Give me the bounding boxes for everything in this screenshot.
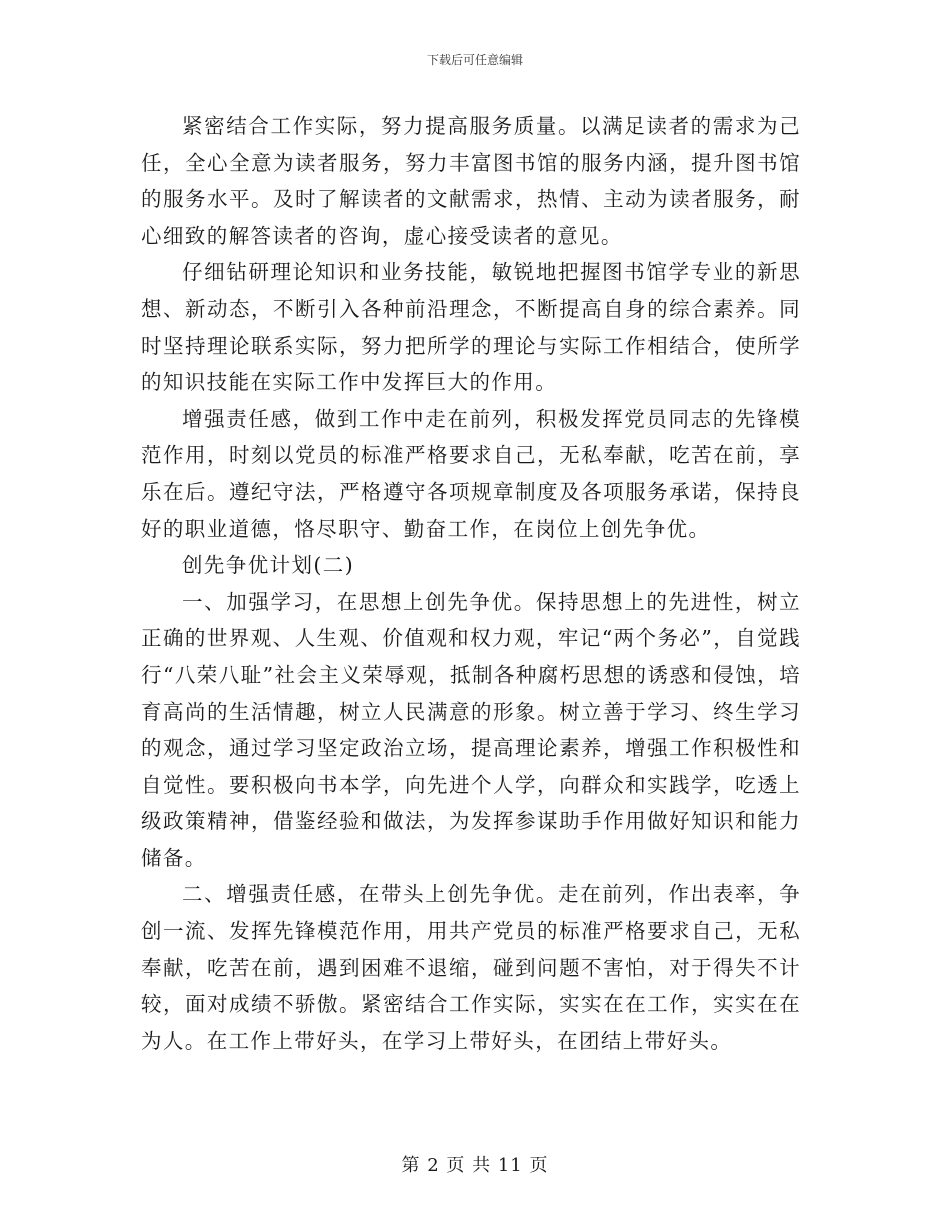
page-number-text: 第 2 页 共 11 页 (401, 1155, 549, 1176)
paragraph-service-quality: 紧密结合工作实际，努力提高服务质量。以满足读者的需求为己任，全心全意为读者服务，努力丰富图书馆的服务内涵，提升图书馆的服务水平。及时了解读者的文献需求，热情、主动为读者服务，耐心细致的解答读者的咨询，虚心接受读者的意见。 (141, 114, 801, 248)
paragraph-lead-by-example: 二、增强责任感，在带头上创先争优。走在前列，作出表率，争创一流、发挥先锋模范作用，用共产党员的标准严格要求自己，无私奉献，吃苦在前，遇到困难不退缩，碰到问题不害怕，对于得失不计较，面对成绩不骄傲。紧密结合工作实际，实实在在工作，实实在在为人。在工作上带好头，在学习上带好头，在团结上带好头。 (141, 882, 801, 1053)
paragraph-strengthen-learning: 一、加强学习，在思想上创先争优。保持思想上的先进性，树立正确的世界观、人生观、价值观和权力观，牢记“两个务必”，自觉践行“八荣八耻”社会主义荣辱观，抵制各种腐朽思想的诱惑和侵蚀，培育高尚的生活情趣，树立人民满意的形象。树立善于学习、终生学习的观念，通过学习坚定政治立场，提高理论素养，增强工作积极性和自觉性。要积极向书本学，向先进个人学，向群众和实践学，吃透上级政策精神，借鉴经验和做法，为发挥参谋助手作用做好知识和能力储备。 (141, 589, 801, 870)
page-header (0, 52, 950, 68)
header-text: 下载后可任意编辑 (426, 53, 523, 67)
section-heading: 创先争优计划(二) (182, 553, 355, 578)
paragraph-responsibility: 增强责任感，做到工作中走在前列，积极发挥党员同志的先锋模范作用，时刻以党员的标准严格要求自己，无私奉献，吃苦在前，享乐在后。遵纪守法，严格遵守各项规章制度及各项服务承诺，保持良好的职业道德，恪尽职守、勤奋工作，在岗位上创先争优。 (141, 406, 801, 541)
paragraph-study-theory: 仔细钻研理论知识和业务技能，敏锐地把握图书馆学专业的新思想、新动态，不断引入各种前沿理念，不断提高自身的综合素养。同时坚持理论联系实际，努力把所学的理论与实际工作相结合，使所学的知识技能在实际工作中发挥巨大的作用。 (141, 260, 801, 395)
document-body (141, 108, 801, 1059)
page-footer (0, 1154, 950, 1178)
